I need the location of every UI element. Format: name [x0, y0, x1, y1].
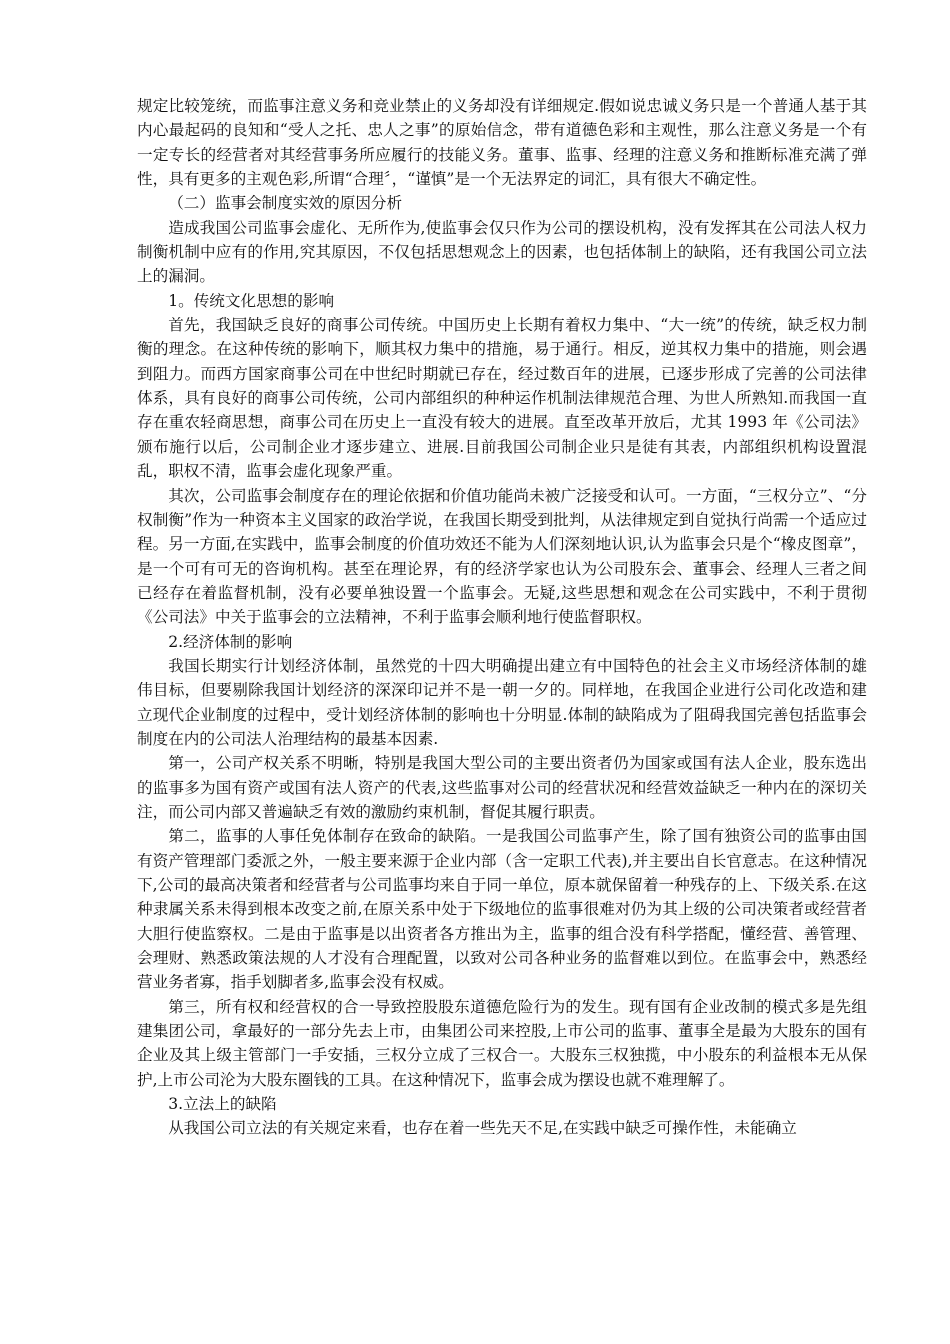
subheading-traditional-culture: 1。传统文化思想的影响: [168, 291, 335, 310]
paragraph-continuation: 规定比较笼统，而监事注意义务和竞业禁止的义务却没有详细规定.假如说忠诚义务只是一个普通人基于其内心最起码的良知和“受人之托、忠人之事”的原始信念，带有道德色彩和主观性，那么注意义务是一个有一定专长的经营者对其经营事务所应履行的技能义务。董事、监事、经理的注意义务和推断标准充满了弹性，具有更多的主观色彩,所谓“合理〞，“谨慎”是一个无法界定的词汇，具有很大不确定性。: [137, 97, 867, 189]
paragraph-second: 其次，公司监事会制度存在的理论依据和价值功能尚未被广泛接受和认可。一方面，“三权分立”、“分权制衡”作为一种资本主义国家的政治学说，在我国长期受到批判，从法律规定到自觉执行尚需一个适应过程。另一方面,在实践中，监事会制度的价值功效还不能为人们深刻地认识,认为监事会只是个“橡皮图章”，是一个可有可无的咨询机构。甚至在理论界，有的经济学家也认为公司股东会、董事会、经理人三者之间已经存在着监督机制，没有必要单独设置一个监事会。无疑,这些思想和观念在公司实践中，不利于贯彻《公司法》中关于监事会的立法精神，不利于监事会顺利地行使监督职权。: [137, 486, 867, 627]
document-page: [137, 94, 867, 1141]
subheading-legislation: 3.立法上的缺陷: [168, 1095, 277, 1114]
section-heading-2: （二）监事会制度实效的原因分析: [168, 194, 403, 213]
paragraph-legislation: 从我国公司立法的有关规定来看，也存在着一些先天不足,在实践中缺乏可操作性，未能确立: [168, 1119, 797, 1138]
paragraph-point-three: 第三，所有权和经营权的合一导致控股股东道德危险行为的发生。现有国有企业改制的模式多是先组建集团公司，拿最好的一部分先去上市，由集团公司来控股,上市公司的监事、董事全是最为大股东的国有企业及其上级主管部门一手安插，三权分立成了三权合一。大股东三权独揽，中小股东的利益根本无从保护,上市公司沦为大股东圈钱的工具。在这种情况下，监事会成为摆设也就不难理解了。: [137, 997, 867, 1089]
paragraph-point-two: 第二，监事的人事任免体制存在致命的缺陷。一是我国公司监事产生，除了国有独资公司的监事由国有资产管理部门委派之外，一般主要来源于企业内部（含一定职工代表),并主要出自长官意志。在这种情况下,公司的最高决策者和经营者与公司监事均来自于同一单位，原本就保留着一种残存的上、下级关系.在这种隶属关系未得到根本改变之前,在原关系中处于下级地位的监事很难对仍为其上级的公司决策者或经营者大胆行使监察权。二是由于监事是以出资者各方推出为主，监事的组合没有科学搭配，懂经营、善管理、会理财、熟悉政策法规的人才没有合理配置，以致对公司各种业务的监督难以到位。在监事会中，熟悉经营业务者寡，指手划脚者多,监事会没有权威。: [137, 827, 867, 992]
paragraph-planned-economy: 我国长期实行计划经济体制，虽然党的十四大明确提出建立有中国特色的社会主义市场经济体制的雄伟目标，但要剔除我国计划经济的深深印记并不是一朝一夕的。同样地，在我国企业进行公司化改造和建立现代企业制度的过程中，受计划经济体制的影响也十分明显.体制的缺陷成为了阻碍我国完善包括监事会制度在内的公司法人治理结构的最基本因素.: [137, 656, 867, 748]
paragraph-intro: 造成我国公司监事会虚化、无所作为,使监事会仅只作为公司的摆设机构，没有发挥其在公司法人权力制衡机制中应有的作用,究其原因，不仅包括思想观念上的因素，也包括体制上的缺陷，还有我国公司立法上的漏洞。: [137, 218, 867, 286]
paragraph-point-one: 第一，公司产权关系不明晰，特别是我国大型公司的主要出资者仍为国家或国有法人企业，股东选出的监事多为国有资产或国有法人资产的代表,这些监事对公司的经营状况和经营效益缺乏一种内在的深切关注，而公司内部又普遍缺乏有效的激励约束机制，督促其履行职责。: [137, 754, 867, 821]
subheading-economic-system: 2.经济体制的影响: [168, 632, 293, 651]
paragraph-first: 首先，我国缺乏良好的商事公司传统。中国历史上长期有着权力集中、“大一统”的传统，缺乏权力制衡的理念。在这种传统的影响下，顺其权力集中的措施，易于通行。相反，逆其权力集中的措施，则会遇到阻力。而西方国家商事公司在中世纪时期就已存在，经过数百年的进展，已逐步形成了完善的公司法律体系，具有良好的商事公司传统，公司内部组织的种种运作机制法律规范合理、为世人所熟知.而我国一直存在重农轻商思想，商事公司在历史上一直没有较大的进展。直至改革开放后，尤其 1993 年《公司法》颁布施行以后，公司制企业才逐步建立、进展.目前我国公司制企业只是徒有其表，内部组织机构设置混乱，职权不清，监事会虚化现象严重。: [137, 316, 867, 481]
